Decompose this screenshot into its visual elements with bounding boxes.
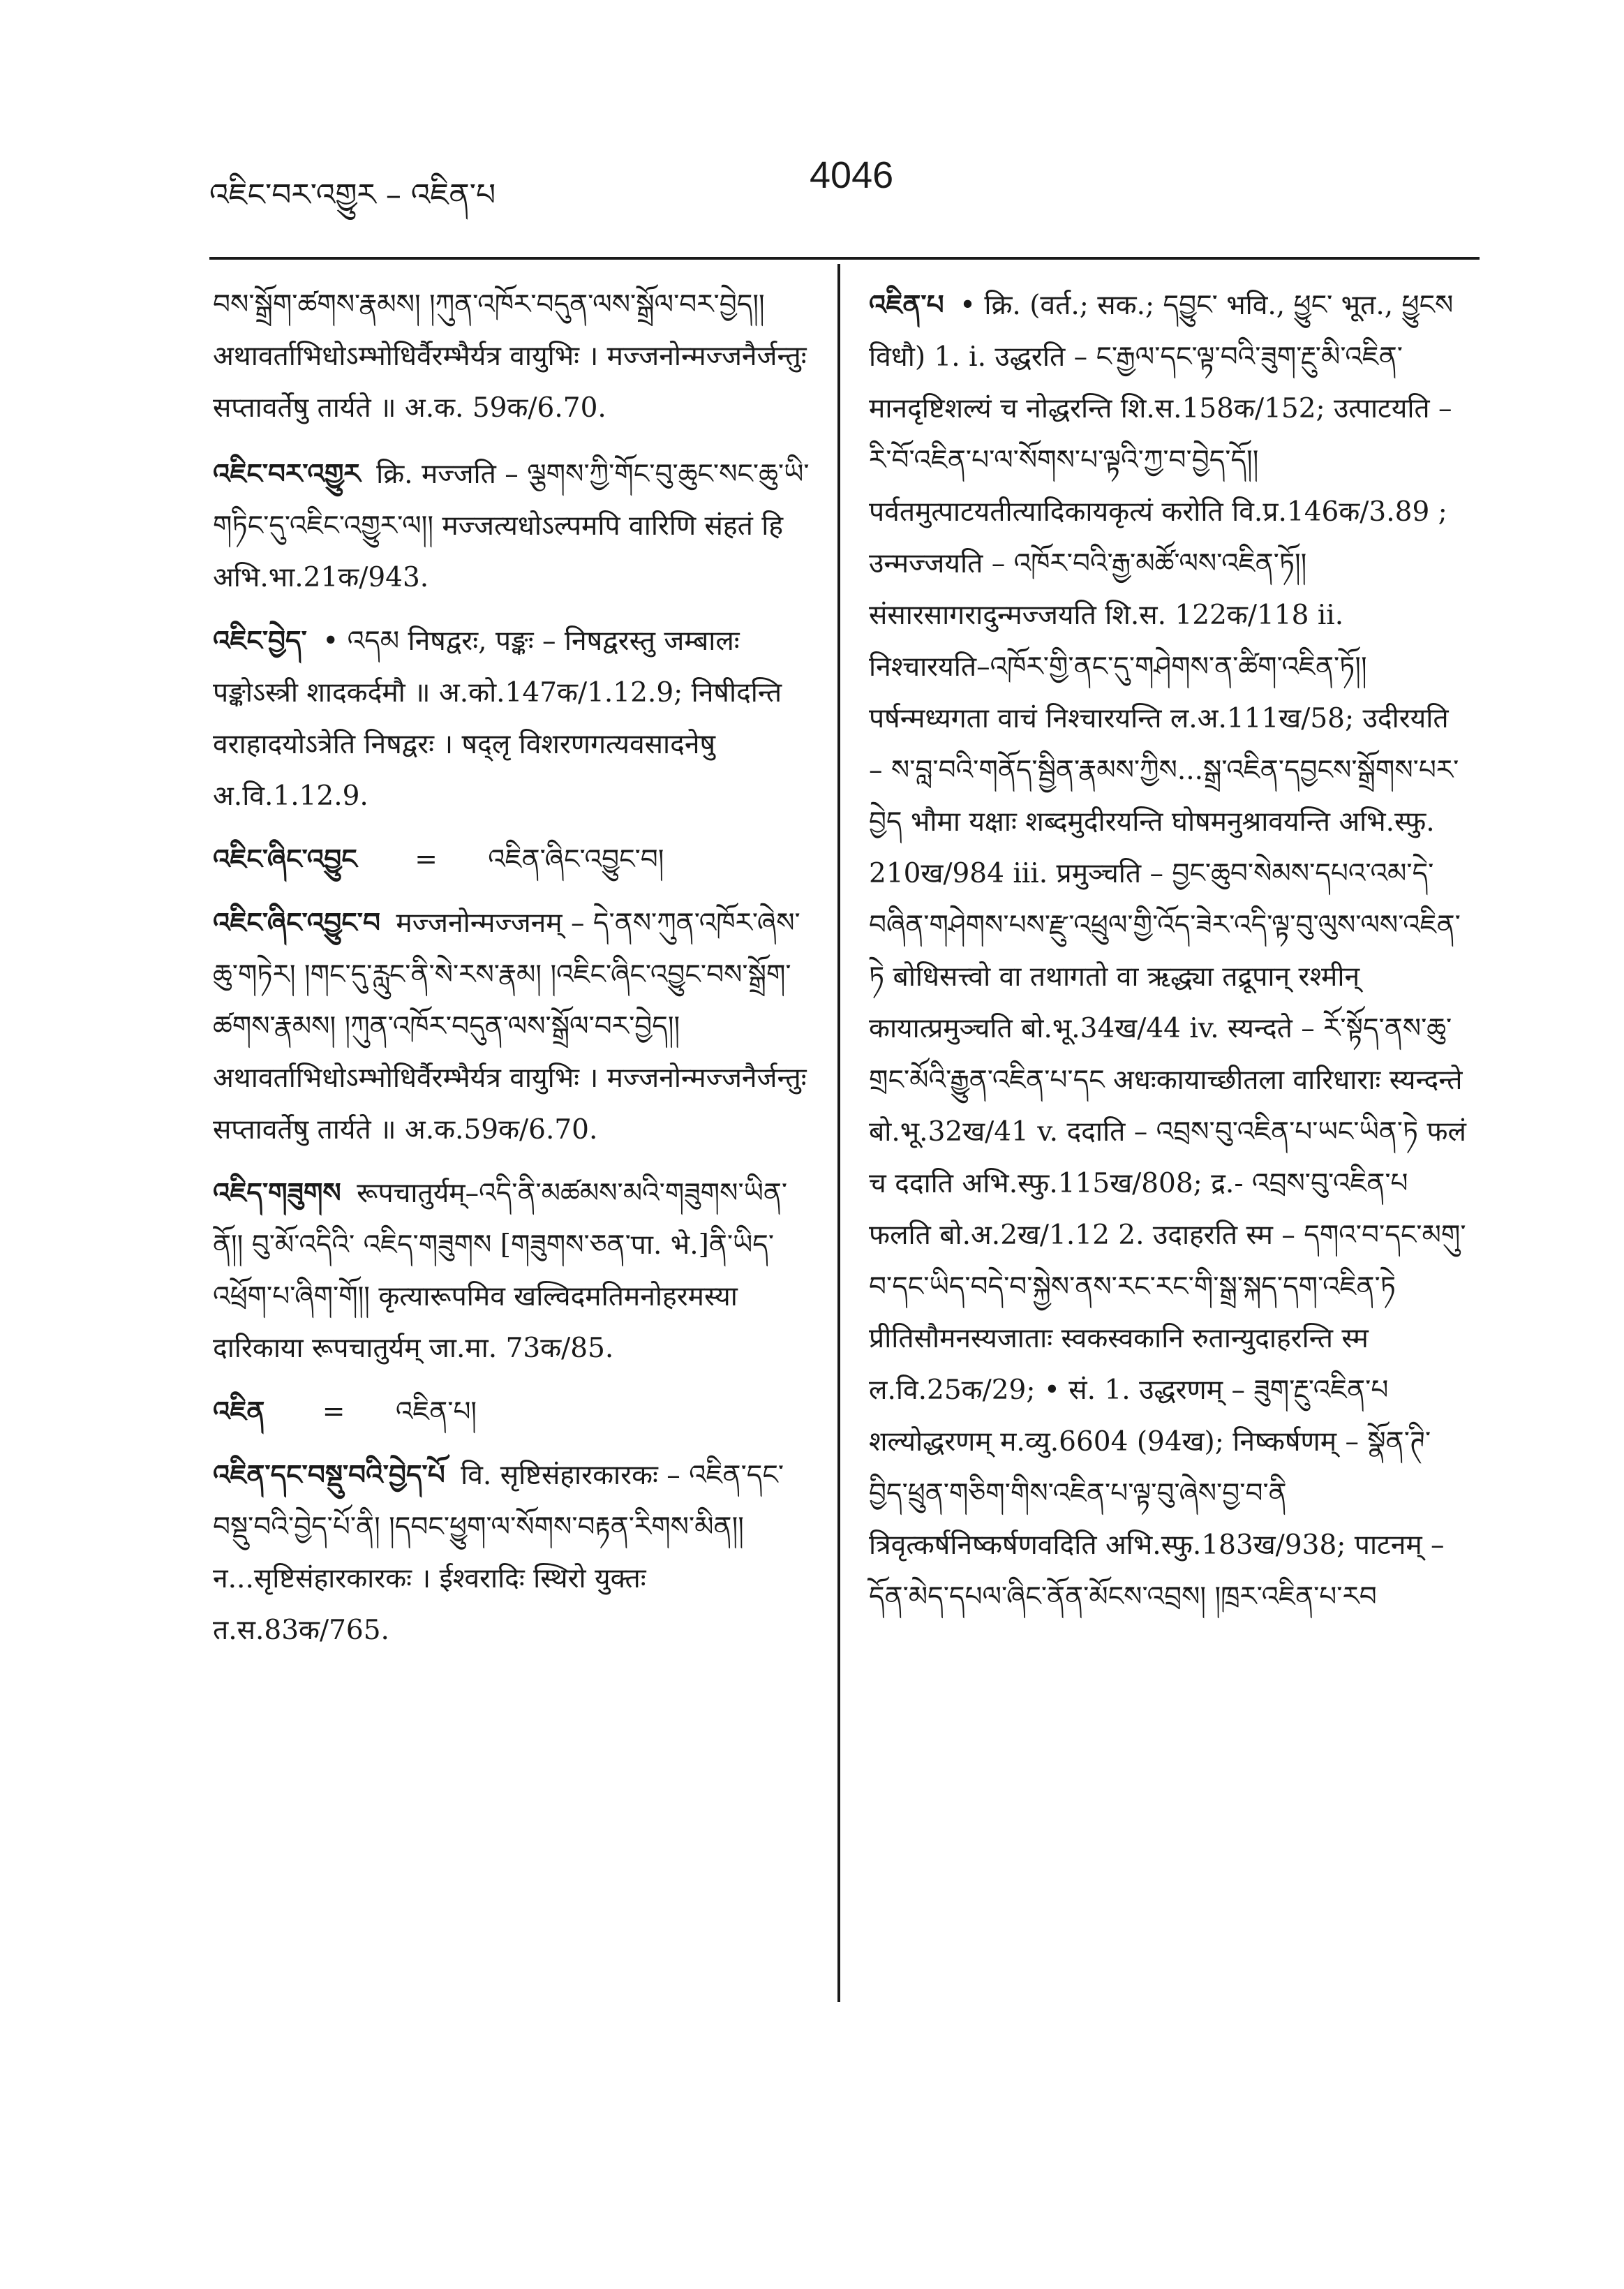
- entry-headword: འཇིན: [213, 1395, 265, 1428]
- right-column: [869, 279, 1469, 1634]
- entry-body: • क्रि. (वर्त.; सक.; དབྱུང་ भवि., ཕྱུང་ भूत., ཕྱུངས विधौ) 1. i. उद्धरति – ང་རྒྱལ་དང་ལྟ་བའི་ཟུག་རྔུ་མི་འཇིན་ मानदृष्टिशल्यं च नोद्धरन्ति शि.स.158क/152; उत्पाटयति – རི་བོ་འཇིན་པ་ལ་སོགས་པ་ལྟའི་ཀྱ་བ་བྱེད་དོ།། पर्वतमुत्पाटयतीत्यादिकायकृत्यं करोति वि.प्र.146क/3.89 ; उन्मज्जयति – འཁོར་བའི་རྒྱ་མཚོ་ལས་འཇིན་ཏོ།། संसारसागरादुन्मज्जयति शि.स. 122क/118 ii. निश्चारयति–འཁོར་གྱི་ནང་དུ་གཤེགས་ན་ཚིག་འཇིན་ཏོ།། पर्षन्मध्यगता वाचं निश्चारयन्ति ल.अ.111ख/58; उदीरयति – ས་བླ་བའི་གནོད་སྦྱིན་རྣམས་ཀྱིས...སྒྲ་འཇིན་དབྱངས་སྒྲོགས་པར་བྱེད भौमा यक्षाः शब्दमुदीरयन्ति घोषमनुश्रावयन्ति अभि.स्फु. 210ख/984 iii. प्रमुञ्चति – བྱང་ཆུབ་སེམས་དཔའ་འམ་དེ་བཞིན་གཤེགས་པས་རྫུ་འཕྲུལ་གྱི་འོད་ཟེར་འདི་ལྟ་བུ་ལུས་ལས་འཇིན་ཏེ बोधिसत्त्वो वा तथागतो वा ऋद्ध्या तद्रूपान् रश्मीन् कायात्प्रमुञ्चति बो.भू.34ख/44 iv. स्यन्दते – རོ་སྟོད་ནས་ཆུ་གྲང་མོའི་རྒྱུན་འཇིན་པ་དང अधःकायाच्छीतला वारिधाराः स्यन्दन्ते बो.भू.32ख/41 v. ददाति – འབྲས་བུ་འཇིན་པ་ཡང་ཡིན་ཏེ फलं च ददाति अभि.स्फु.115ख/808; द्र.- འབྲས་བུ་འཇིན་པ फलति बो.अ.2ख/1.12 2. उदाहरति स्म – དགའ་བ་དང་མགུ་བ་དང་ཡིད་བདེ་བ་སྐྱེས་ནས་རང་རང་གི་སྒྲ་སྐད་དག་འཇིན་ཏེ प्रीतिसौमनस्यजाताः स्वकस्वकानि रुतान्युदाहरन्ति स्म ल.वि.25क/29; • सं. 1. उद्धरणम् – ཟུག་རྔུ་འཇིན་པ शल्योद्धरणम् म.व्यु.6604 (94ख); निष्कर्षणम् – སྣོན་ཊི་བྱིད་ཕྲུན་གཅིག་གིས་འཇིན་པ་ལྟ་བུ་ཞེས་བྱ་བ་ནི त्रिवृत्कर्षनिष्कर्षणवदिति अभि.स्फु.183ख/938; पाटनम् – དོན་མེད་དཔལ་ཞིང་ནོན་མོངས་འབྲས། །ཁྲར་འཇིན་པ་རབ: [869, 290, 1466, 1613]
- entry-headword: འཇིང་ཞིང་འབྱུང་བ: [213, 907, 380, 939]
- dictionary-entry: [869, 279, 1469, 1623]
- cross-reference-target: འཇིན་པ།: [395, 1396, 477, 1428]
- cross-reference-entry: [213, 1386, 813, 1438]
- page-header: [209, 154, 1480, 216]
- dictionary-entry: [213, 1167, 813, 1375]
- cross-reference-target: འཇིན་ཞིང་འབྱུང་བ།: [488, 844, 664, 875]
- dictionary-entry: [213, 897, 813, 1156]
- entry-headword: འཇིང་བར་འགྱུར: [213, 458, 361, 490]
- column-divider: [837, 264, 840, 2002]
- continuation-text: བས་སྒྲོག་ཚགས་རྣམས། །ཀུན་འཁོར་བདུན་ལས་སྒྲོལ་བར་བྱེད།། अथावर्ताभिधोऽम्भोधिर्वैरम्भैर्यत्र वायुभिः । मज्जनोन्मज्जनैर्जन्तुः सप्तावर्तेषु तार्यते ॥ अ.क. 59क/6.70.: [213, 289, 807, 424]
- entry-body: • འདམ निषद्वरः, पङ्कः – निषद्वरस्तु जम्बालः पङ्कोऽस्त्री शादकर्दमौ ॥ अ.को.147क/1.12.9; निषीदन्ति वराहादयोऽत्रेति निषद्वरः । षद्लृ विशरणगत्यवसादनेषु अ.वि.1.12.9.: [213, 625, 782, 812]
- left-column: [213, 279, 813, 1668]
- entry-headword: འཇིན་པ: [869, 289, 944, 321]
- entry-headword: འཇིད་གཟུགས: [213, 1177, 341, 1209]
- header-rule: [209, 257, 1480, 260]
- running-head: འཇིང་བར་འགྱུར – འཇིན་པ: [209, 177, 496, 213]
- dictionary-entry: [213, 615, 813, 822]
- entry-body: वि. सृष्टिसंहारकारकः – འཇིན་དང་བསྡུ་བའི་བྱེད་པོ་ནི། །དབང་ཕྱུག་ལ་སོགས་བརྟན་རིགས་མིན།། न...सृष्टिसंहारकारकः । ईश्वरादिः स्थिरो युक्तः त.स.83क/765.: [213, 1460, 784, 1646]
- cross-reference-entry: [213, 834, 813, 886]
- entry-body: रूपचातुर्यम्–འདི་ནི་མཚམས་མའི་གཟུགས་ཡིན་ནོ།། བུ་མོ་འདིའི་ འཇིད་གཟུགས [གཟུགས་ཅན་पा. भे.]ནི་ཡིད་འཕྲོག་པ་ཞིག་གོ།། कृत्यारूपमिव खल्विदमतिमनोहरमस्या दारिकाया रूपचातुर्यम् जा.मा. 73क/85.: [213, 1178, 788, 1364]
- entry-headword: འཇིང་ཞིང་འབྱུང: [213, 843, 357, 875]
- dictionary-entry: [213, 1449, 813, 1657]
- entry-headword: འཇིང་བྱེད་: [213, 625, 307, 657]
- equals-sign: =: [415, 844, 438, 875]
- page-number: 4046: [810, 154, 894, 196]
- entry-body: क्रि. मज्जति – ལྕགས་ཀྱི་གོང་བུ་ཆུང་སང་ཆུ་ཡི་གཏིང་དུ་འཇིང་འགྱུར་ལ།། मज्जत्यधोऽल्पमपि वारिणि संहतं हि अभि.भा.21क/943.: [213, 459, 810, 593]
- entry-headword: འཇིན་དང་བསྡུ་བའི་བྱེད་པོ: [213, 1459, 445, 1491]
- dictionary-entry: [213, 448, 813, 604]
- equals-sign: =: [322, 1396, 345, 1428]
- entry-body: मज्जनोन्मज्जनम् – དེ་ནས་ཀུན་འཁོར་ཞེས་ཆུ་གཏེར། །གང་དུ་རླུང་ནི་སེ་རས་རྣམ། །འཇིང་ཞིང་འབྱུང་བས་སྒྲོག་ཚགས་རྣམས། །ཀུན་འཁོར་བདུན་ལས་སྒྲོལ་བར་བྱེད།། अथावर्ताभिधोऽम्भोधिर्वैरम्भैर्यत्र वायुभिः । मज्जनोन्मज्जनैर्जन्तुः सप्तावर्तेषु तार्यते ॥ अ.क.59क/6.70.: [213, 908, 807, 1146]
